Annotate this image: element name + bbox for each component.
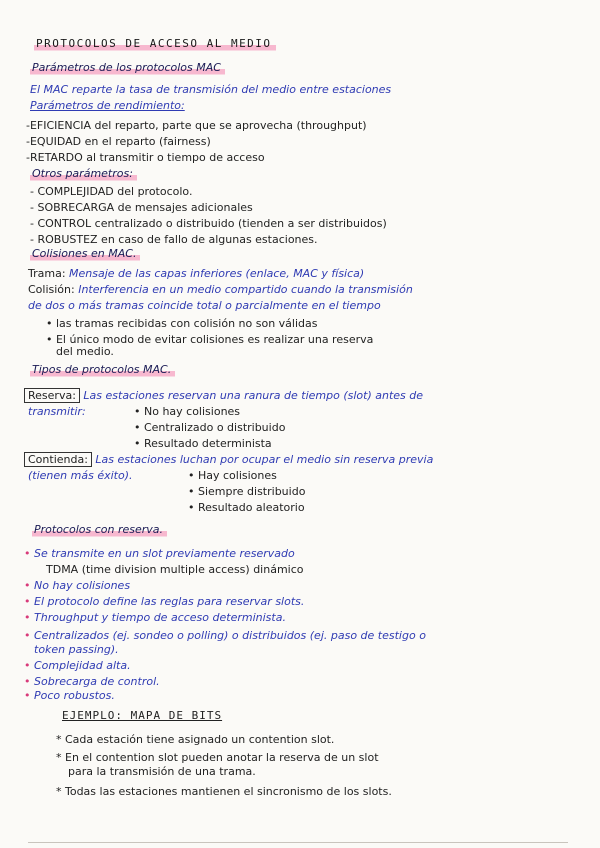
reserva-label: Reserva: — [24, 388, 80, 403]
param-item-3: -RETARDO al transmitir o tiempo de acceso — [26, 151, 265, 164]
page-bottom-rule — [28, 842, 568, 843]
other-params-heading: Otros parámetros: — [30, 168, 137, 179]
reserva-definition-cont: transmitir: — [28, 405, 86, 418]
contienda-item-3: • Resultado aleatorio — [188, 501, 305, 514]
contienda-item-2: • Siempre distribuido — [188, 485, 306, 498]
reserva-bullet-2: • No hay colisiones — [24, 579, 131, 592]
reserva-item-1: • No hay colisiones — [134, 405, 241, 418]
other-item-4: - ROBUSTEZ en caso de fallo de algunas estaciones. — [30, 233, 318, 246]
example-item-2: * En el contention slot pueden anotar la reserva de un slot — [56, 751, 379, 764]
example-item-2-cont: para la transmisión de una trama. — [68, 765, 256, 778]
other-item-1: - COMPLEJIDAD del protocolo. — [30, 185, 193, 198]
reserva-bullet-8: • Poco robustos. — [24, 689, 115, 702]
section-heading-parametros: Parámetros de los protocolos MAC — [30, 62, 225, 73]
colision-bullet-1: • las tramas recibidas con colisión no son válidas — [46, 317, 318, 330]
reserva-item-3: • Resultado determinista — [134, 437, 272, 450]
contienda-item-1: • Hay colisiones — [188, 469, 277, 482]
example-title: EJEMPLO: MAPA DE BITS — [62, 709, 223, 722]
reserva-bullet-1-cont: TDMA (time division multiple access) dinámico — [46, 563, 304, 576]
colision-bullet-2-cont: del medio. — [56, 345, 114, 358]
reserva-bullet-5: • Centralizados (ej. sondeo o polling) o distribuidos (ej. paso de testigo o — [24, 629, 426, 642]
contienda-definition-cont: (tienen más éxito). — [28, 469, 133, 482]
contienda-definition: Contienda: Las estaciones luchan por ocupar el medio sin reserva previa — [24, 454, 433, 465]
performance-subheading: Parámetros de rendimiento: — [30, 99, 185, 112]
colision-bullet-2: • El único modo de evitar colisiones es realizar una reserva — [46, 333, 374, 346]
example-item-3: * Todas las estaciones mantienen el sincronismo de los slots. — [56, 785, 392, 798]
colision-definition-cont: de dos o más tramas coincide total o parcialmente en el tiempo — [28, 299, 381, 312]
other-item-3: - CONTROL centralizado o distribuido (tienden a ser distribuidos) — [30, 217, 387, 230]
param-item-1: -EFICIENCIA del reparto, parte que se aprovecha (throughput) — [26, 119, 367, 132]
trama-definition: Trama: Mensaje de las capas inferiores (enlace, MAC y física) — [28, 267, 365, 280]
reserva-bullet-3: • El protocolo define las reglas para reservar slots. — [24, 595, 305, 608]
reserva-bullet-5-cont: token passing). — [34, 643, 119, 656]
mac-definition: El MAC reparte la tasa de transmisión del medio entre estaciones — [30, 83, 392, 96]
section-heading-tipos: Tipos de protocolos MAC. — [30, 364, 175, 375]
contienda-label: Contienda: — [24, 452, 92, 467]
reserva-definition: Reserva: Las estaciones reservan una ranura de tiempo (slot) antes de — [24, 390, 423, 401]
reserva-bullet-4: • Throughput y tiempo de acceso determinista. — [24, 611, 286, 624]
example-item-1: * Cada estación tiene asignado un contention slot. — [56, 733, 335, 746]
param-item-2: -EQUIDAD en el reparto (fairness) — [26, 135, 211, 148]
section-heading-reserva: Protocolos con reserva. — [32, 524, 167, 535]
other-item-2: - SOBRECARGA de mensajes adicionales — [30, 201, 253, 214]
reserva-item-2: • Centralizado o distribuido — [134, 421, 286, 434]
reserva-bullet-6: • Complejidad alta. — [24, 659, 131, 672]
page-title: PROTOCOLOS DE ACCESO AL MEDIO — [34, 38, 276, 49]
reserva-bullet-7: • Sobrecarga de control. — [24, 675, 160, 688]
reserva-bullet-1: • Se transmite en un slot previamente reservado — [24, 547, 295, 560]
section-heading-colisiones: Colisiones en MAC. — [30, 248, 140, 259]
colision-definition: Colisión: Interferencia en un medio compartido cuando la transmisión — [28, 283, 413, 296]
